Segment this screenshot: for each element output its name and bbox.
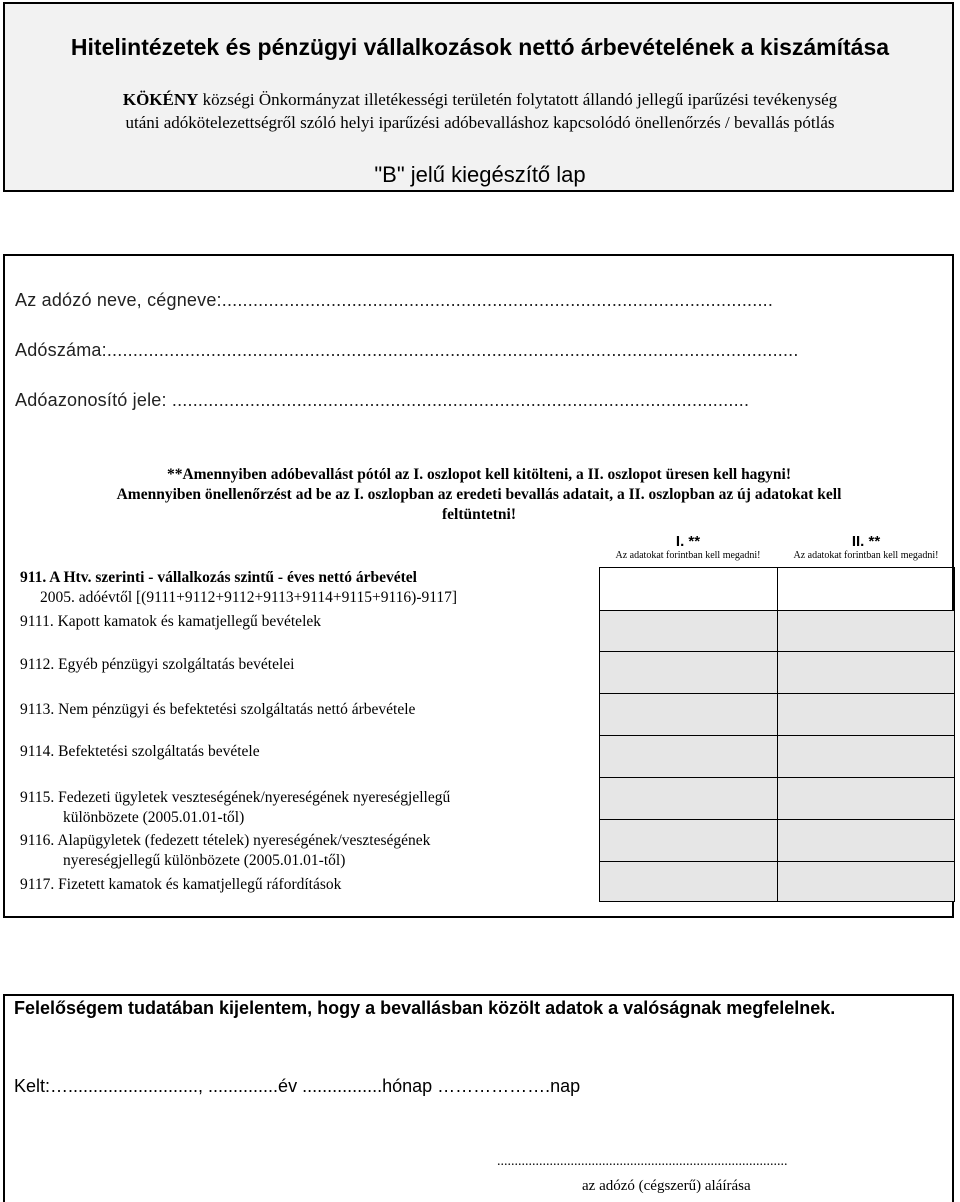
cell-9117-i[interactable] (599, 861, 778, 902)
row-9112-label: 9112. Egyéb pénzügyi szolgáltatás bevételei (20, 656, 295, 673)
row-911-heading: 911. A Htv. szerinti - vállalkozás szintű - éves nettó árbevétel (20, 569, 417, 586)
cell-9114-ii[interactable] (777, 735, 955, 778)
cell-9113-ii[interactable] (777, 693, 955, 736)
sheet-title: "B" jelű kiegészítő lap (374, 162, 586, 187)
note-line-1: **Amennyiben adóbevallást pótól az I. oszlopot kell kitölteni, a II. oszlopot üresen kell hagyni! (166, 466, 792, 483)
cell-911-i[interactable] (599, 567, 778, 611)
row-9116-line1: 9116. Alapügyletek (fedezett tételek) nyereségének/veszteségének (20, 832, 431, 849)
amount-grid (599, 567, 955, 902)
note-line-3: feltüntetni! (441, 506, 517, 523)
column-ii-title: II. ** (851, 533, 881, 550)
declaration-box (3, 994, 954, 1202)
row-9117-label: 9117. Fizetett kamatok és kamatjellegű ráfordítások (20, 876, 342, 893)
cell-9116-ii[interactable] (777, 819, 955, 862)
cell-9112-ii[interactable] (777, 651, 955, 694)
subtitle (0, 88, 960, 134)
row-9116-label (20, 831, 430, 871)
page-title: Hitelintézetek és pénzügyi vállalkozások nettó árbevételének a kiszámítása (70, 34, 890, 60)
row-911-label (20, 568, 457, 608)
subtitle-line1: községi Önkormányzat illetékességi területén folytatott állandó jellegű iparűzési tevékenység (198, 90, 838, 109)
cell-9115-ii[interactable] (777, 777, 955, 820)
row-9116-line2: nyereségjellegű különbözete (2005.01.01-től) (63, 852, 346, 869)
signature-line[interactable]: ................................................................................... (497, 1154, 788, 1169)
tax-number-field[interactable]: Adószáma:..................................................................................................................................... (15, 340, 799, 360)
municipality-name: KÖKÉNY (122, 90, 199, 109)
column-i-title: I. ** (675, 533, 701, 550)
row-911-formula: 2005. adóévtől [(9111+9112+9112+9113+9114+9115+9116)-9117] (40, 589, 458, 606)
row-9113-label: 9113. Nem pénzügyi és befektetési szolgáltatás nettó árbevétele (20, 701, 416, 718)
cell-9111-i[interactable] (599, 610, 778, 652)
cell-911-ii[interactable] (777, 567, 955, 611)
cell-9112-i[interactable] (599, 651, 778, 694)
tax-id-field[interactable]: Adóazonosító jele: ............................................................................................................... (15, 390, 750, 410)
signature-label: az adózó (cégszerű) aláírása (582, 1178, 751, 1194)
cell-9114-i[interactable] (599, 735, 778, 778)
taxpayer-name-field[interactable]: Az adózó neve, cégneve:.......................................................................................................... (15, 290, 774, 310)
column-header-i (599, 533, 777, 561)
note-line-2: Amennyiben önellenőrzést ad be az I. oszlopban az eredeti bevallás adatait, a II. oszlopban az új adatokat kell (116, 486, 842, 503)
row-9115-label (20, 788, 450, 828)
instructions-note (20, 465, 938, 525)
column-ii-subtitle: Az adatokat forintban kell megadni! (793, 550, 939, 561)
row-9115-line1: 9115. Fedezeti ügyletek veszteségének/nyereségének nyereségjellegű (20, 789, 451, 806)
cell-9113-i[interactable] (599, 693, 778, 736)
row-9111-label: 9111. Kapott kamatok és kamatjellegű bevételek (20, 613, 322, 630)
column-i-subtitle: Az adatokat forintban kell megadni! (615, 550, 761, 561)
cell-9111-ii[interactable] (777, 610, 955, 652)
row-9114-label: 9114. Befektetési szolgáltatás bevétele (20, 743, 260, 760)
cell-9117-ii[interactable] (777, 861, 955, 902)
cell-9116-i[interactable] (599, 819, 778, 862)
cell-9115-i[interactable] (599, 777, 778, 820)
date-field[interactable]: Kelt:….........................., ..............év ................hónap ……………….nap (14, 1076, 581, 1096)
column-header-ii (777, 533, 955, 561)
declaration-statement: Felelőségem tudatában kijelentem, hogy a bevallásban közölt adatok a valóságnak megfelelnek. (14, 998, 836, 1018)
subtitle-line2: utáni adókötelezettségről szóló helyi iparűzési adóbevalláshoz kapcsolódó önellenőrzés / bevallás pótlás (125, 113, 835, 132)
row-9115-line2: különbözete (2005.01.01-től) (63, 809, 245, 826)
